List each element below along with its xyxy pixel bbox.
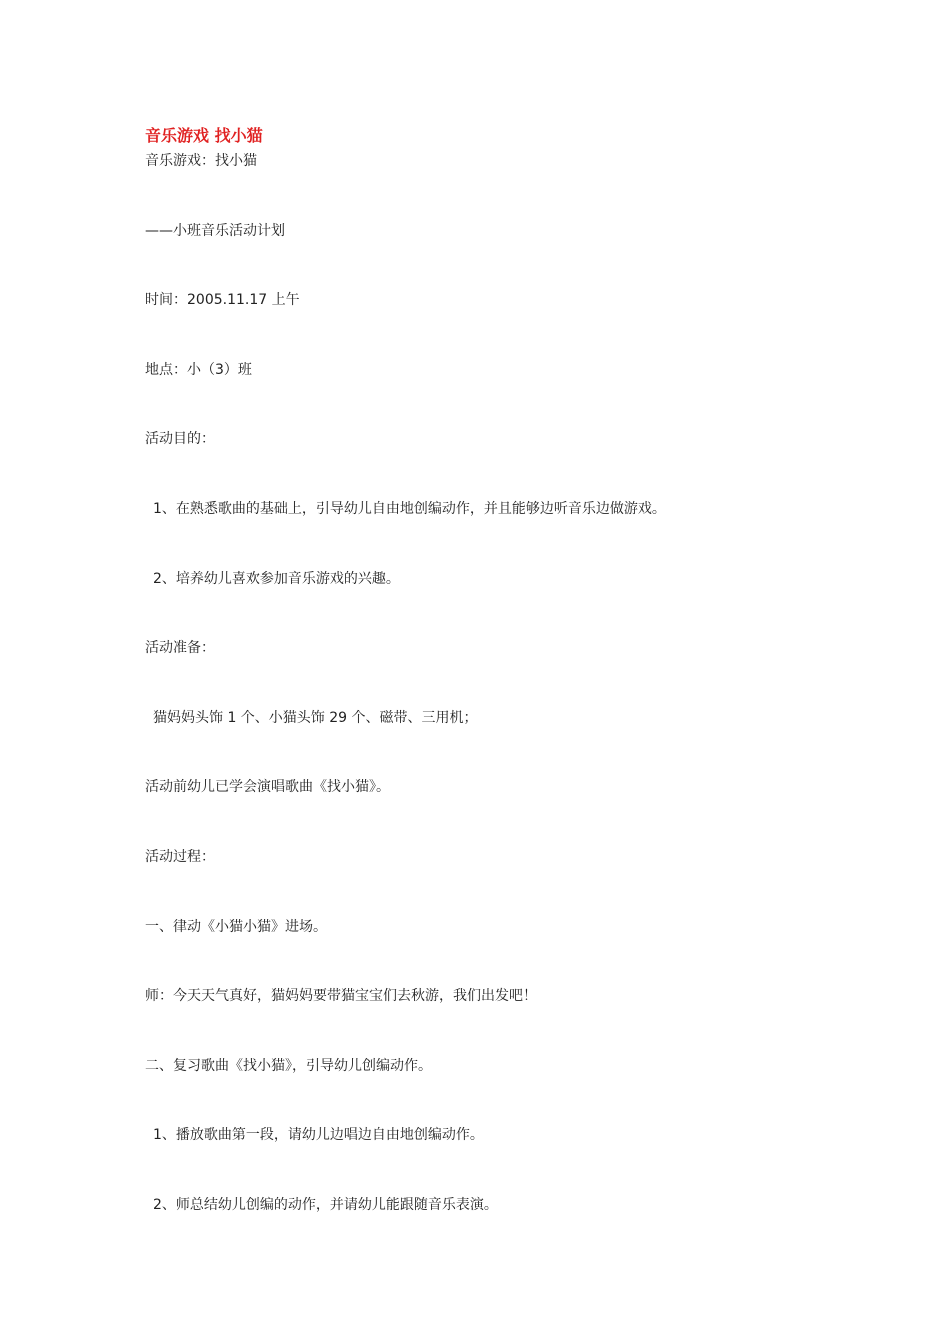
document-title: 音乐游戏 找小猫 xyxy=(145,126,263,145)
goal-item-2: 2、培养幼儿喜欢参加音乐游戏的兴趣。 xyxy=(153,571,400,587)
preparation-heading: 活动准备： xyxy=(145,640,215,656)
process-step-1: 一、律动《小猫小猫》进场。 xyxy=(145,919,327,935)
subtitle-line: 音乐游戏：找小猫 xyxy=(145,153,257,169)
process-substep-1: 1、播放歌曲第一段，请幼儿边唱边自由地创编动作。 xyxy=(153,1127,484,1143)
plan-subtitle-line: ——小班音乐活动计划 xyxy=(145,223,285,239)
goal-item-1: 1、在熟悉歌曲的基础上，引导幼儿自由地创编动作，并且能够边听音乐边做游戏。 xyxy=(153,501,666,517)
process-heading: 活动过程： xyxy=(145,849,215,865)
process-step-2: 二、复习歌曲《找小猫》，引导幼儿创编动作。 xyxy=(145,1058,432,1074)
preparation-materials: 猫妈妈头饰 1 个、小猫头饰 29 个、磁带、三用机； xyxy=(153,710,478,726)
teacher-quote: 师：今天天气真好，猫妈妈要带猫宝宝们去秋游，我们出发吧！ xyxy=(145,988,537,1004)
location-line: 地点：小（3）班 xyxy=(145,362,252,378)
time-line: 时间：2005.11.17 上午 xyxy=(145,292,300,308)
goals-heading: 活动目的： xyxy=(145,431,215,447)
process-substep-2: 2、师总结幼儿创编的动作，并请幼儿能跟随音乐表演。 xyxy=(153,1197,498,1213)
preparation-prerequisite: 活动前幼儿已学会演唱歌曲《找小猫》。 xyxy=(145,779,390,795)
